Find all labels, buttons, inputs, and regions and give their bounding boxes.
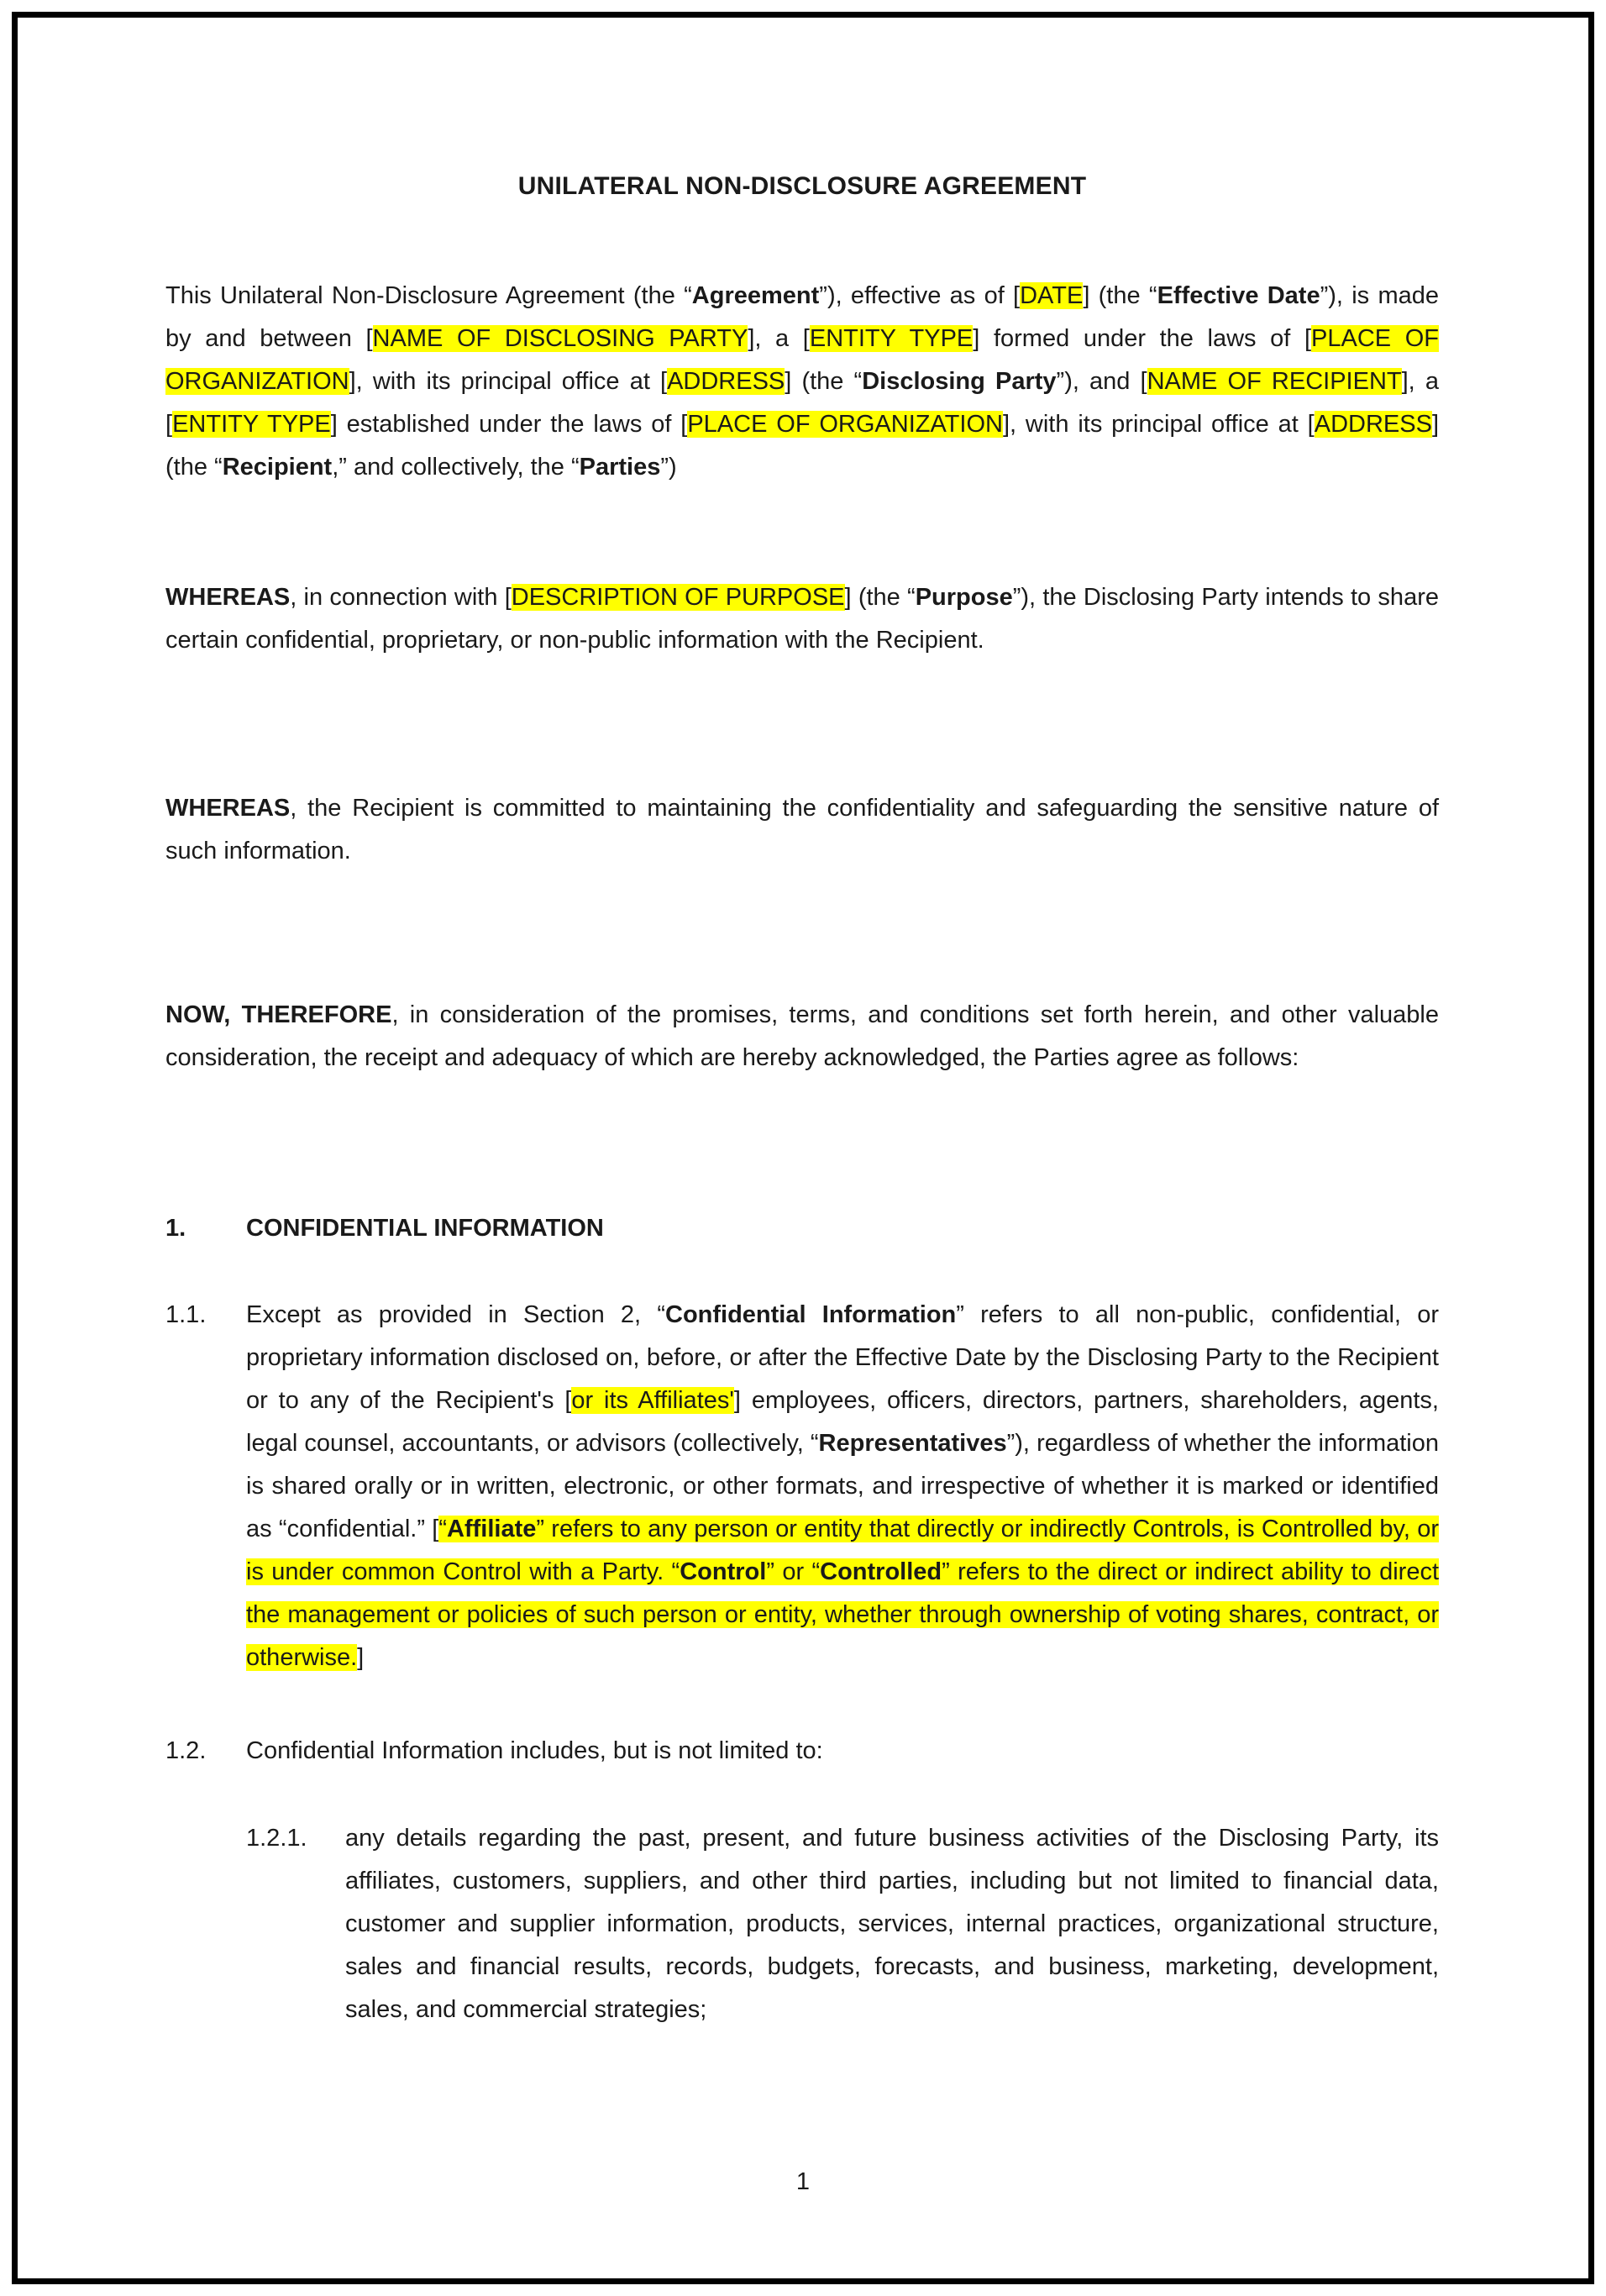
text-run: ], a [ (165, 368, 1439, 438)
now-therefore-paragraph (165, 994, 1439, 1080)
text-run: NAME OF DISCLOSING PARTY (372, 325, 748, 352)
text-run: ” refers to the direct or indirect ability to direct the management or policies of such person or entity, whether through ownership of voting shares, contract, or otherwise. (246, 1558, 1440, 1671)
text-run: WHEREAS (165, 795, 291, 822)
whereas-paragraph-2 (165, 787, 1439, 873)
text-run: NOW, THEREFORE (165, 1001, 392, 1028)
clause-1-1 (165, 1294, 1439, 1679)
text-run: ENTITY TYPE (172, 411, 331, 438)
clause-1-2-1-number: 1.2.1. (246, 1825, 307, 1852)
text-run: ”), the Disclosing Party intends to share certain confidential, proprietary, or non-public information with the Recipient. (165, 584, 1439, 654)
text-run: Control (680, 1558, 767, 1585)
text-run: ] (the “ (165, 411, 1440, 481)
clause-1-2-number: 1.2. (165, 1737, 207, 1764)
text-run: ”), is made by and between [ (165, 282, 1440, 352)
text-run: , the Recipient is committed to maintaining the confidentiality and safeguarding the sensitive nature of such information. (165, 795, 1439, 864)
text-run: PLACE OF ORGANIZATION (687, 411, 1003, 438)
text-run: Disclosing Party (862, 368, 1057, 395)
text-run: ] formed under the laws of [ (973, 325, 1312, 352)
text-run: ] employees, officers, directors, partners, shareholders, agents, legal counsel, accountants, or advisors (collectively, “ (246, 1387, 1439, 1457)
text-run: Controlled (820, 1558, 942, 1585)
document-title: UNILATERAL NON-DISCLOSURE AGREEMENT (517, 172, 1087, 200)
text-run: ADDRESS (1314, 411, 1432, 438)
text-run: ” or “ (766, 1558, 821, 1585)
text-run: ” refers to any person or entity that directly or indirectly Controls, is Controlled by, or is under common Control with a Party. “ (246, 1516, 1439, 1585)
section-number: 1. (165, 1215, 186, 1242)
clause-1-2-text (246, 1730, 1439, 1773)
text-run: ], a [ (748, 325, 810, 352)
text-run: ] (the “ (785, 368, 863, 395)
text-run: any details regarding the past, present, and future business activities of the Disclosing Party, its affiliates, customers, suppliers, and other third parties, including but not limited to financial data, customer and supplier information, products, services, internal practices, organizational structure, sales and financial results, records, budgets, forecasts, and business, marketing, development, sales, and commercial strategies; (345, 1825, 1439, 2023)
intro-paragraph (165, 275, 1439, 489)
text-run: ] (357, 1644, 365, 1671)
text-run: Except as provided in Section 2, “ (246, 1301, 665, 1328)
text-run: Parties (579, 454, 661, 481)
text-run: Affiliate (447, 1516, 537, 1542)
text-run: Effective Date (1157, 282, 1320, 309)
text-run: ENTITY TYPE (809, 325, 974, 352)
text-run: ” refers to all non-public, confidential, or proprietary information disclosed on, before, or after the Effective Date by the Disclosing Party to the Recipient or to any of the Recipient's [ (246, 1301, 1439, 1414)
text-run: Agreement (691, 282, 820, 309)
text-run: Confidential Information (665, 1301, 957, 1328)
clause-1-2 (165, 1730, 1439, 1773)
text-run: “ (438, 1516, 448, 1542)
section-1-heading (165, 1207, 1439, 1250)
clause-1-2-1-text (345, 1817, 1439, 2031)
text-run: or its Affiliates' (571, 1387, 734, 1414)
section-title: CONFIDENTIAL INFORMATION (246, 1215, 604, 1242)
text-run: PLACE OF ORGANIZATION (165, 325, 1439, 395)
text-run: Representatives (818, 1430, 1007, 1457)
text-run: DATE (1020, 282, 1084, 309)
page-number: 1 (795, 2168, 811, 2195)
text-run: DESCRIPTION OF PURPOSE (511, 584, 845, 611)
text-run: ], with its principal office at [ (1002, 411, 1315, 438)
text-run: ] (the “ (1083, 282, 1157, 309)
text-run: , in consideration of the promises, terms, and conditions set forth herein, and other valuable consideration, the receipt and adequacy of which are hereby acknowledged, the Parties agree as follows: (165, 1001, 1439, 1071)
text-run: ] established under the laws of [ (330, 411, 688, 438)
clause-1-2-1 (246, 1817, 1439, 2031)
text-run: Confidential Information includes, but is not limited to: (246, 1737, 823, 1764)
text-run: ADDRESS (667, 368, 785, 395)
text-run: NAME OF RECIPIENT (1147, 368, 1402, 395)
text-run: ”), and [ (1056, 368, 1147, 395)
text-run: , in connection with [ (290, 584, 512, 611)
text-run: ] (the “ (844, 584, 916, 611)
text-run: Purpose (915, 584, 1013, 611)
text-run: ”), regardless of whether the information is shared orally or in written, electronic, or other formats, and irrespective of whether it is marked or identified as “confidential.” [ (246, 1430, 1439, 1542)
clause-1-1-number: 1.1. (165, 1301, 207, 1328)
text-run: ”), effective as of [ (819, 282, 1021, 309)
text-run: ”) (660, 454, 677, 481)
text-run: WHEREAS (165, 584, 291, 611)
text-run: This Unilateral Non-Disclosure Agreement (the “ (165, 282, 692, 309)
text-run: Recipient (222, 454, 333, 481)
clause-1-1-text (246, 1294, 1439, 1679)
text-run: ,” and collectively, the “ (332, 454, 580, 481)
whereas-paragraph-1 (165, 576, 1439, 662)
document-content (165, 0, 1439, 2031)
text-run: ], with its principal office at [ (349, 368, 668, 395)
